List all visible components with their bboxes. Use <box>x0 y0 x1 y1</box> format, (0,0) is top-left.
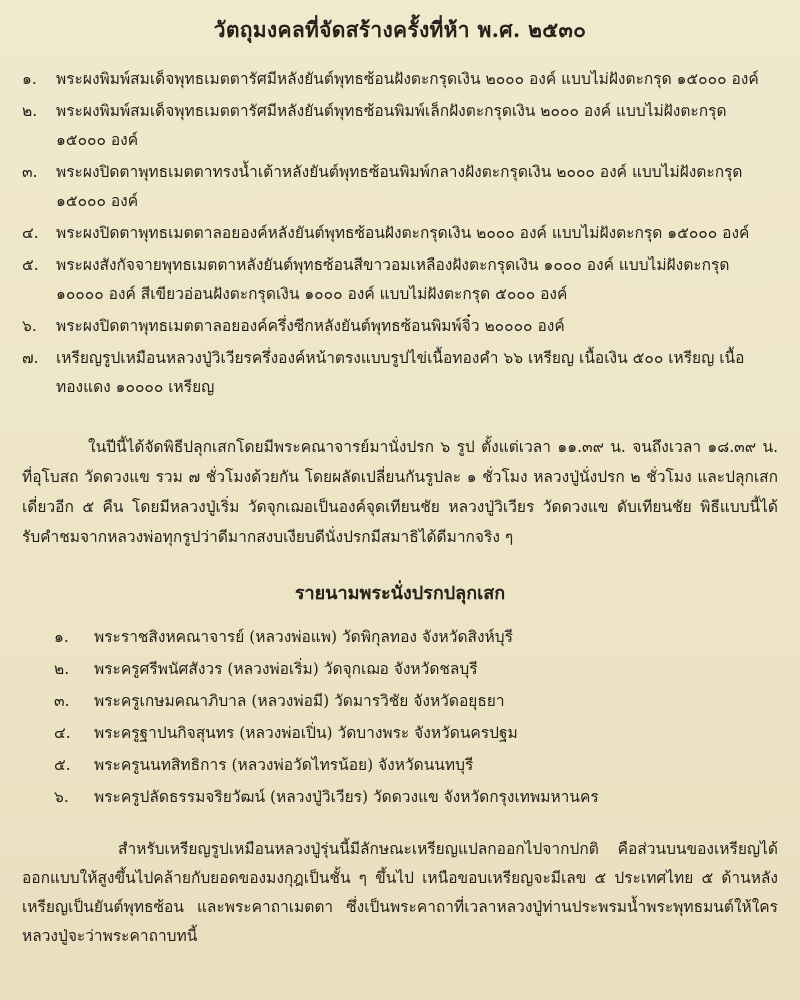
monk-text: พระครูเกษมคณาภิบาล (หลวงพ่อมี) วัดมารวิชัย จังหวัดอยุธยา <box>94 692 505 710</box>
monk-number: ๑. <box>54 628 69 646</box>
list-item <box>22 158 778 216</box>
item-number: ๔. <box>22 224 39 242</box>
amulet-list <box>22 65 778 402</box>
item-number: ๕. <box>22 256 39 274</box>
closing-paragraph: สำหรับเหรียญรูปเหมือนหลวงปู่รุ่นนี้มีลักษณะเหรียญแปลกออกไปจากปกติ คือส่วนบนของเหรียญได้ออกแบบให้สูงขึ้นไปคล้ายกับยอดของมงกุฎเป็นชั้น ๆ ขึ้นไป เหนือขอบเหรียญจะมีเลข ๕ ประเทศไทย ๕ ด้านหลังเหรียญเป็นยันต์พุทธซ้อน และพระคาถาเมตตา ซึ่งเป็นพระคาถาที่เวลาหลวงปู่ท่านประพรมน้ำพระพุทธมนต์ให้ใครหลวงปู่จะว่าพระคาถาบทนี้ <box>22 840 778 945</box>
item-text: พระผงปิดตาพุทธเมตตาลอยองค์ครึ่งซีกหลังยันต์พุทธซ้อนพิมพ์จิ๋ว ๒๐๐๐๐ องค์ <box>56 317 565 335</box>
list-item <box>22 344 778 402</box>
monk-number: ๖. <box>54 788 69 806</box>
list-item <box>22 251 778 309</box>
list-item <box>54 653 778 685</box>
item-text: พระผงปิดตาพุทธเมตตาลอยองค์หลังยันต์พุทธซ้อนฝังตะกรุดเงิน ๒๐๐๐ องค์ แบบไม่ฝังตะกรุด ๑๕๐๐๐ องค์ <box>56 224 750 242</box>
ceremony-paragraph: ในปีนี้ได้จัดพิธีปลุกเสกโดยมีพระคณาจารย์มานั่งปรก ๖ รูป ตั้งแต่เวลา ๑๑.๓๙ น. จนถึงเวลา ๑๘.๓๙ น. ที่อุโบสถ วัดดวงแข รวม ๗ ชั่วโมงด้วยกัน โดยผลัดเปลี่ยนกันรูปละ ๑ ชั่วโมง หลวงปู่นั่งปรก ๒ ชั่วโมง และปลุกเสกเดี่ยวอีก ๕ คืน โดยมีหลวงปู่เริ่ม วัดจุกเฌอเป็นองค์จุดเทียนชัย หลวงปู่วิเวียร วัดดวงแข ดับเทียนชัย พิธีแบบนี้ได้รับคำชมจากหลวงพ่อทุกรูปว่าดีมากสงบเงียบดีนั่งปรกมีสมาธิได้ดีมากจริง ๆ <box>22 438 778 546</box>
list-item <box>54 685 778 717</box>
list-item <box>54 781 778 813</box>
list-item <box>22 65 778 94</box>
item-text: พระผงปิดตาพุทธเมตตาทรงน้ำเต้าหลังยันต์พุทธซ้อนพิมพ์กลางฝังตะกรุดเงิน ๒๐๐๐ องค์ แบบไม่ฝังตะกรุด ๑๕๐๐๐ องค์ <box>56 163 743 210</box>
monk-number: ๕. <box>54 756 71 774</box>
monk-number: ๒. <box>54 660 70 678</box>
list-item <box>22 219 778 248</box>
item-text: พระผงพิมพ์สมเด็จพุทธเมตตารัศมีหลังยันต์พุทธซ้อนฝังตะกรุดเงิน ๒๐๐๐ องค์ แบบไม่ฝังตะกรุด ๑๕๐๐๐ องค์ <box>56 70 759 88</box>
list-item <box>22 97 778 155</box>
page-title: วัตถุมงคลที่จัดสร้างครั้งที่ห้า พ.ศ. ๒๕๓๐ <box>213 17 587 42</box>
monk-text: พระครูฐาปนกิจสุนทร (หลวงพ่อเปิ่น) วัดบางพระ จังหวัดนครปฐม <box>94 724 518 742</box>
list-item <box>54 749 778 781</box>
monk-number: ๓. <box>54 692 70 710</box>
item-number: ๒. <box>22 102 38 120</box>
item-text: พระผงสังกัจจายพุทธเมตตาหลังยันต์พุทธซ้อนสีขาวอมเหลืองฝังตะกรุดเงิน ๑๐๐๐ องค์ แบบไม่ฝังตะกรุด ๑๐๐๐๐ องค์ สีเขียวอ่อนฝังตะกรุดเงิน ๑๐๐๐ องค์ แบบไม่ฝังตะกรุด ๕๐๐๐ องค์ <box>56 256 730 303</box>
item-number: ๑. <box>22 70 37 88</box>
item-number: ๗. <box>22 349 39 367</box>
item-text: พระผงพิมพ์สมเด็จพุทธเมตตารัศมีหลังยันต์พุทธซ้อนพิมพ์เล็กฝังตะกรุดเงิน ๒๐๐๐ องค์ แบบไม่ฝังตะกรุด ๑๕๐๐๐ องค์ <box>56 102 727 149</box>
list-item <box>22 312 778 341</box>
monk-number: ๔. <box>54 724 71 742</box>
list-item <box>54 621 778 653</box>
item-text: เหรียญรูปเหมือนหลวงปู่วิเวียรครึ่งองค์หน้าตรงแบบรูปไข่เนื้อทองคำ ๖๖ เหรียญ เนื้อเงิน ๕๐๐ เหรียญ เนื้อทองแดง ๑๐๐๐๐ เหรียญ <box>56 349 745 396</box>
monk-text: พระราชสิงหคณาจารย์ (หลวงพ่อแพ) วัดพิกุลทอง จังหวัดสิงห์บุรี <box>94 628 513 646</box>
item-number: ๖. <box>22 317 37 335</box>
item-number: ๓. <box>22 163 38 181</box>
monk-list <box>22 621 778 813</box>
section-heading: รายนามพระนั่งปรกปลุกเสก <box>294 583 506 604</box>
monk-text: พระครูศรีพนัศสังวร (หลวงพ่อเริ่ม) วัดจุกเฌอ จังหวัดชลบุรี <box>94 660 478 678</box>
monk-text: พระครูปลัดธรรมจริยวัฒน์ (หลวงปู่วิเวียร) วัดดวงแข จังหวัดกรุงเทพมหานคร <box>94 788 599 806</box>
list-item <box>54 717 778 749</box>
monk-text: พระครูนนทสิทธิการ (หลวงพ่อวัดไทรน้อย) จังหวัดนนทบุรี <box>94 756 474 774</box>
